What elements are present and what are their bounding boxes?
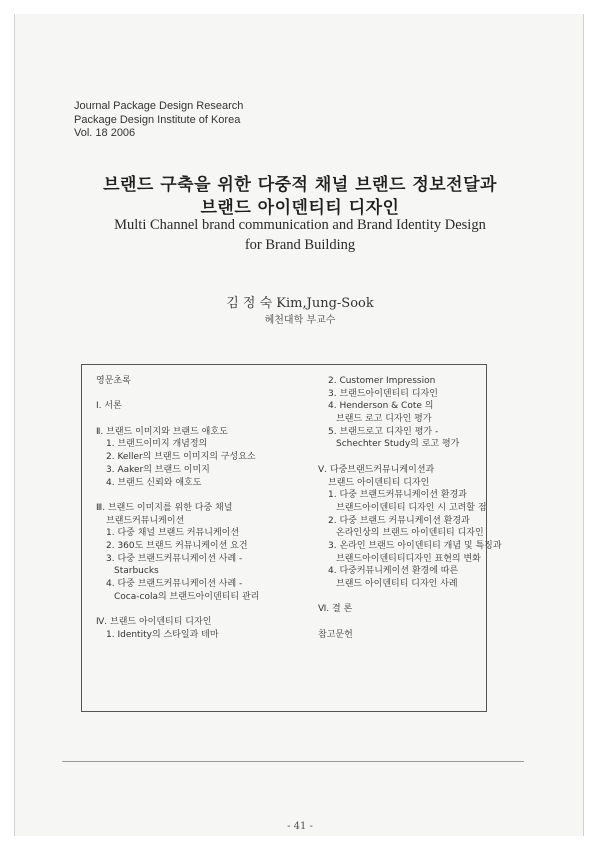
toc-entry: Starbucks: [114, 566, 159, 577]
journal-header: [74, 100, 243, 141]
english-title-line-1: Multi Channel brand communication and Brand Identity Design: [114, 217, 486, 233]
toc-section-heading: Ⅴ. 다중브랜드커뮤니케이션과: [318, 464, 435, 475]
toc-spacer: [92, 413, 259, 426]
korean-title-line-1: 브랜드 구축을 위한 다중적 채널 브랜드 정보전달과: [103, 175, 497, 195]
toc-entry: 3. 브랜드아이덴티티 디자인: [328, 388, 438, 399]
toc-section-heading: 영문초록: [96, 376, 131, 386]
toc-entry: 브랜드아이덴티티디자인 표현의 변화: [336, 553, 481, 564]
toc-entry: 3. Aaker의 브랜드 이미지: [106, 464, 210, 475]
toc-entry: 3. 온라인 브랜드 아이덴티티 개념 및 특징과: [328, 540, 502, 551]
toc-spacer: [92, 388, 259, 401]
toc-entry: 2. Customer Impression: [328, 376, 436, 386]
toc-section-heading: Ⅰ. 서론: [96, 401, 122, 412]
author-name: 김 정 숙 Kim,Jung-Sook: [226, 296, 374, 311]
toc-entry: 1. 브랜드이미지 개념정의: [106, 439, 208, 450]
toc-entry: 1. 다중 채널 브랜드 커뮤니케이션: [106, 528, 240, 539]
toc-entry: 2. 360도 브랜드 커뮤니케이션 요건: [106, 540, 248, 551]
toc-spacer: [314, 591, 502, 604]
toc-entry: 5. 브랜드로고 디자인 평가 -: [328, 426, 439, 437]
toc-spacer: [92, 489, 259, 502]
toc-entry: Schechter Study의 로고 평가: [336, 439, 460, 450]
toc-entry: 3. 다중 브랜드커뮤니케이션 사례 -: [106, 553, 243, 564]
korean-title-line-2: 브랜드 아이덴티티 디자인: [200, 198, 400, 218]
toc-spacer: [92, 603, 259, 616]
toc-entry: 2. 다중 브랜드 커뮤니케이션 환경과: [328, 515, 470, 526]
author-affiliation: 혜천대학 부교수: [264, 315, 336, 326]
toc-entry: 4. Henderson & Cote 의: [328, 401, 434, 412]
toc-left-column: [92, 375, 259, 641]
toc-entry: 브랜드 로고 디자인 평가: [336, 414, 432, 425]
journal-volume: Vol. 18 2006: [74, 127, 136, 139]
footer-rule: [62, 761, 524, 762]
english-title-line-2: for Brand Building: [244, 237, 356, 253]
toc-spacer: [314, 616, 502, 629]
toc-entry: 2. Keller의 브랜드 이미지의 구성요소: [106, 452, 256, 463]
toc-section-heading: Ⅱ. 브랜드 이미지와 브랜드 애호도: [96, 426, 228, 437]
toc-spacer: [314, 451, 502, 464]
journal-publisher: Package Design Institute of Korea: [74, 113, 241, 126]
toc-entry: Coca-cola의 브랜드아이덴티티 관리: [114, 591, 260, 602]
page-number: - 41 -: [287, 821, 313, 832]
toc-entry: 브랜드 아이덴티티 디자인 사례: [336, 579, 458, 589]
toc-section-heading: Ⅵ. 결 론: [318, 604, 353, 615]
toc-entry: 1. Identity의 스타일과 테마: [106, 629, 219, 640]
toc-entry: 4. 다중커뮤니케이션 환경에 따른: [328, 566, 459, 577]
toc-section-heading: Ⅳ. 브랜드 아이덴티티 디자인: [96, 617, 212, 628]
toc-entry: 브랜드커뮤니케이션: [106, 515, 185, 526]
toc-section-heading: 참고문헌: [318, 629, 353, 640]
journal-name: Journal Package Design Research: [74, 100, 244, 112]
toc-entry: 브랜드 아이덴티티 디자인: [328, 477, 430, 488]
toc-entry: 4. 브랜드 신뢰와 애호도: [106, 477, 202, 488]
toc-entry: 브랜드아이덴티티 디자인 시 고려할 점: [336, 502, 487, 513]
toc-right-column: [314, 375, 502, 641]
toc-entry: 1. 다중 브랜드커뮤니케이션 환경과: [328, 490, 467, 501]
toc-entry: 온라인상의 브랜드 아이덴티티 디자인: [336, 528, 484, 539]
table-of-contents: [81, 364, 502, 712]
toc-section-heading: Ⅲ. 브랜드 이미지를 위한 다중 채널: [96, 502, 233, 513]
toc-entry: 4. 다중 브랜드커뮤니케이션 사례 -: [106, 579, 243, 589]
